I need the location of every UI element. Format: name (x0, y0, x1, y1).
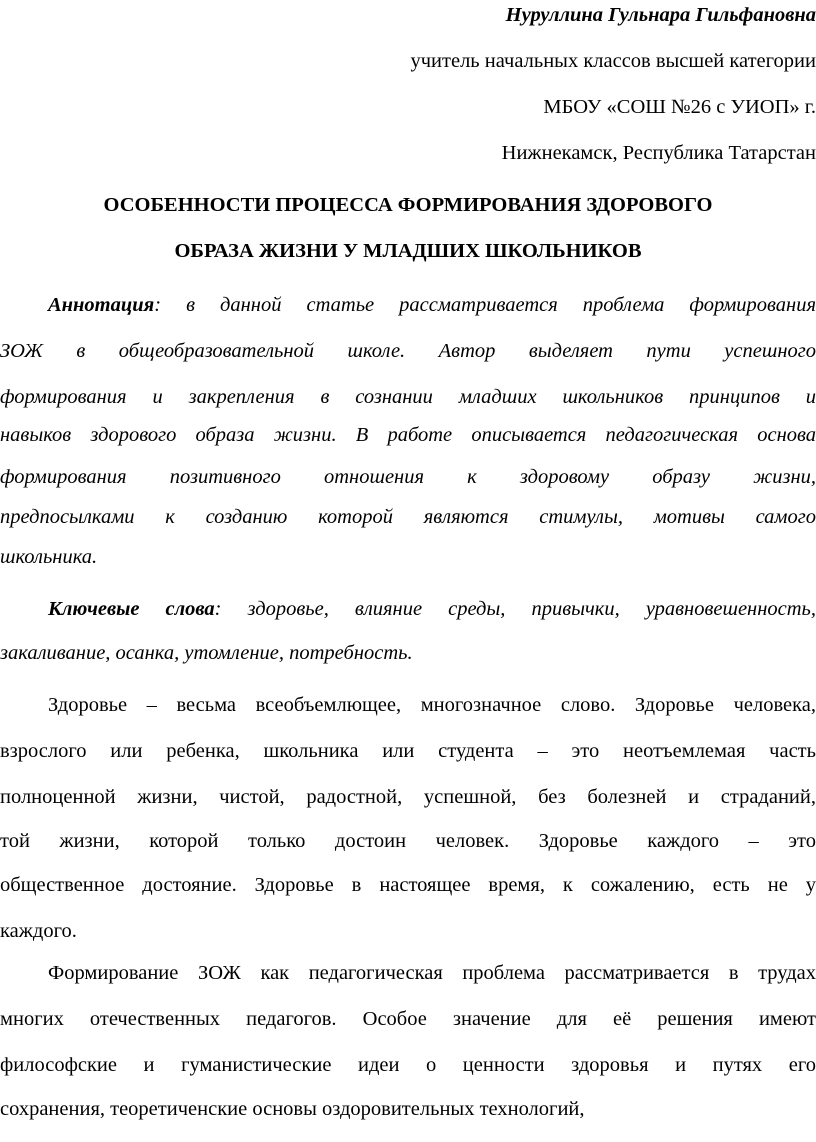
keywords-label: Ключевые слова (48, 598, 215, 620)
annotation-line-7: школьника. (0, 546, 98, 568)
annotation-line-3: формирования и закрепления в сознании младших школьников принципов и (0, 386, 816, 408)
paragraph1-line-4: той жизни, которой только достоин человек. Здоровье каждого – это (0, 830, 816, 852)
paragraph1-line-2: взрослого или ребенка, школьника или студента – это неотъемлемая часть (0, 740, 816, 762)
annotation-line-4: навыков здорового образа жизни. В работе описывается педагогическая основа (0, 424, 816, 446)
keywords-text: : здоровье, влияние среды, привычки, уравновешенность, (214, 598, 816, 620)
paragraph2-line-4: сохранения, теоретиченские основы оздоровительных технологий, (0, 1098, 585, 1120)
keywords-line-1 (48, 598, 816, 621)
article-title-line-2: ОБРАЗА ЖИЗНИ У МЛАДШИХ ШКОЛЬНИКОВ (174, 240, 642, 262)
paragraph1-line-1: Здоровье – весьма всеобъемлющее, многозначное слово. Здоровье человека, (48, 694, 816, 716)
paragraph1-line-5: общественное достояние. Здоровье в настоящее время, к сожалению, есть не у (0, 874, 816, 896)
keywords-line-2: закаливание, осанка, утомление, потребность. (0, 642, 413, 664)
paragraph2-line-2: многих отечественных педагогов. Особое значение для её решения имеют (0, 1008, 816, 1030)
paragraph1-line-6: каждого. (0, 920, 77, 942)
paragraph1-line-3: полноценной жизни, чистой, радостной, успешной, без болезней и страданий, (0, 786, 816, 808)
author-position: учитель начальных классов высшей категории (410, 50, 816, 72)
author-city: Нижнекамск, Республика Татарстан (501, 142, 816, 164)
article-title-line-1: ОСОБЕННОСТИ ПРОЦЕССА ФОРМИРОВАНИЯ ЗДОРОВОГО (103, 194, 713, 216)
annotation-line-6: предпосылками к созданию которой являются стимулы, мотивы самого (0, 506, 816, 528)
author-school: МБОУ «СОШ №26 с УИОП» г. (543, 96, 816, 118)
paragraph2-line-1: Формирование ЗОЖ как педагогическая проблема рассматривается в трудах (48, 962, 816, 984)
annotation-line-5: формирования позитивного отношения к здоровому образу жизни, (0, 466, 816, 488)
annotation-line-2: ЗОЖ в общеобразовательной школе. Автор выделяет пути успешного (0, 340, 816, 362)
annotation-label: Аннотация (48, 294, 155, 316)
annotation-text: : в данной статье рассматривается проблема формирования (154, 294, 816, 316)
annotation-line-1 (48, 294, 816, 317)
author-name: Нуруллина Гульнара Гильфановна (505, 4, 816, 26)
paragraph2-line-3: философские и гуманистические идеи о ценности здоровья и путях его (0, 1054, 816, 1076)
